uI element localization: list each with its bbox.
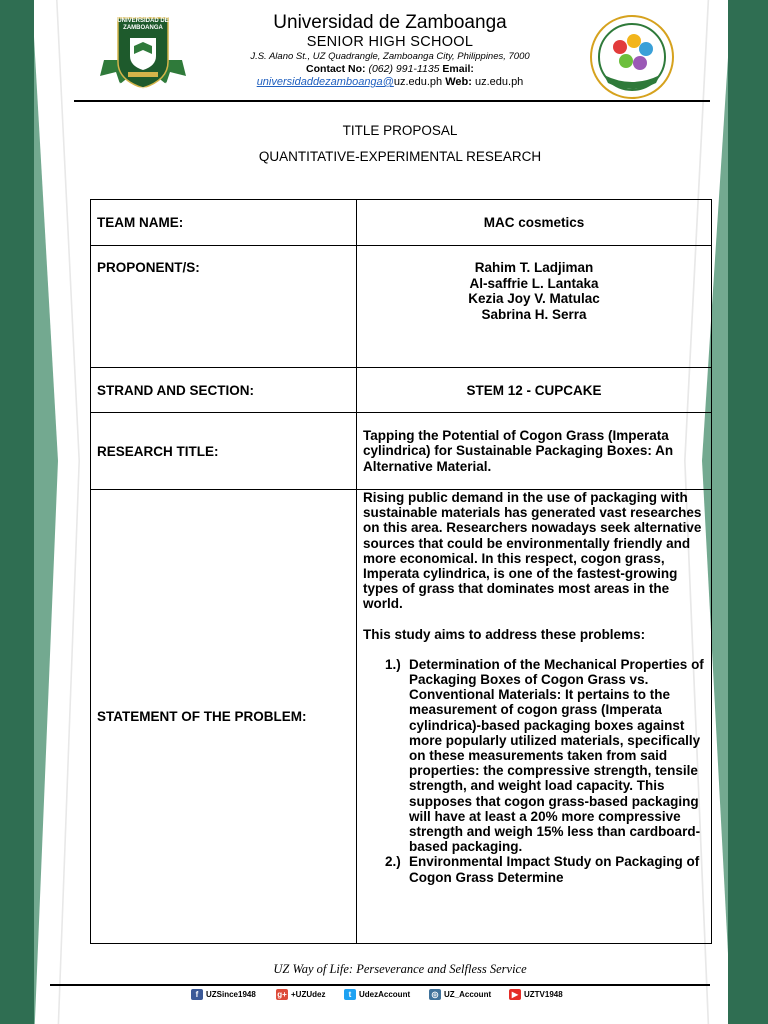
youtube-icon: ▶	[509, 989, 521, 1000]
contact-label: Contact No:	[306, 63, 366, 75]
problem-intro: Rising public demand in the use of packaging with sustainable materials has generated vast researches on this area. Researchers nowadays seek alternative sources that could be environmentally friendly and more economical. In this respect, cogon grass, Imperata cylindrica, is one of the fastest-growing types of grass that dominates most areas in the world.	[363, 490, 702, 612]
footer-motto: UZ Way of Life: Perseverance and Selfless Service	[273, 962, 527, 976]
problem-value	[357, 490, 712, 944]
team-name-value: MAC cosmetics	[357, 200, 712, 246]
twitter-icon: t	[344, 989, 356, 1000]
senior-high-logo	[590, 15, 674, 99]
logo-left-text: UNIVERSIDAD DE ZAMBOANGA	[117, 18, 169, 31]
social-label: +UZUdez	[291, 990, 326, 999]
social-instagram[interactable]	[429, 989, 491, 1000]
web-label: Web:	[445, 76, 472, 88]
instagram-icon: ◎	[429, 989, 441, 1000]
social-label: UZ_Account	[444, 990, 492, 999]
social-googleplus[interactable]	[276, 989, 325, 1000]
letterhead	[190, 12, 590, 89]
proponents-label: PROPONENT/S:	[91, 246, 357, 368]
table-row	[91, 200, 712, 246]
proponent: Al-saffrie L. Lantaka	[469, 275, 599, 291]
social-label: UdezAccount	[359, 990, 411, 999]
proponent: Sabrina H. Serra	[481, 306, 587, 322]
school-address: J.S. Alano St., UZ Quadrangle, Zamboanga City, Philippines, 7000	[250, 51, 530, 62]
doc-title: TITLE PROPOSAL	[342, 123, 458, 138]
footer-rule	[50, 984, 710, 986]
email-label: Email:	[442, 63, 474, 75]
research-title-label: RESEARCH TITLE:	[91, 413, 357, 490]
table-row	[91, 368, 712, 413]
social-twitter[interactable]	[344, 989, 410, 1000]
proponent: Rahim T. Ladjiman	[474, 260, 594, 275]
proponents-list	[357, 246, 712, 368]
table-row	[91, 246, 712, 368]
proponent: Kezia Joy V. Matulac	[468, 291, 600, 306]
list-text: Environmental Impact Study on Packaging of Cogon Grass Determine	[409, 854, 700, 885]
social-label: UZTV1948	[524, 990, 563, 999]
web-address: uz.edu.ph	[474, 76, 524, 88]
contact-line	[190, 63, 590, 76]
google-plus-icon: g+	[277, 990, 287, 999]
right-stripe-dark	[728, 0, 768, 1024]
strand-value: STEM 12 - CUPCAKE	[357, 368, 712, 413]
university-name: Universidad de Zamboanga	[273, 12, 507, 33]
email-domain: uz.edu.ph	[393, 76, 443, 88]
list-number: 1.)	[385, 656, 401, 672]
proposal-table	[90, 199, 712, 944]
list-text: Determination of the Mechanical Properties of Packaging Boxes of Cogon Grass vs. Conventional Materials: It pertains to the measurement of cogon grass (Imperata cylindrica)-based packaging boxes against more popularly utilized materials, specifically on these measurements taken from said properties: the compressive strength, tensile strength, and weight load capacity. This supposes that cogon grass-based packaging will have at least a 20% more compressive strength and weigh 15% less than cardboard-based packaging.	[409, 656, 704, 855]
table-row	[91, 413, 712, 490]
problem-label: STATEMENT OF THE PROBLEM:	[91, 490, 357, 944]
table-row	[91, 490, 712, 944]
contact-number: (062) 991-1135	[368, 63, 440, 75]
research-title-value: Tapping the Potential of Cogon Grass (Imperata cylindrica) for Sustainable Packaging Boxes: An Alternative Material.	[357, 413, 712, 490]
email-link[interactable]: universidaddezamboanga@	[256, 76, 394, 88]
strand-label: STRAND AND SECTION:	[91, 368, 357, 413]
social-facebook[interactable]	[191, 989, 256, 1000]
list-number: 2.)	[385, 854, 401, 870]
team-name-label: TEAM NAME:	[91, 200, 357, 246]
social-youtube[interactable]	[509, 989, 563, 1000]
facebook-icon: f	[191, 989, 203, 1000]
problem-list	[385, 657, 705, 885]
list-item	[385, 854, 705, 884]
left-stripe-dark	[0, 0, 34, 1024]
list-item	[385, 657, 705, 855]
social-label: UZSince1948	[206, 990, 256, 999]
email-web-line	[190, 76, 590, 89]
doc-subtitle: QUANTITATIVE-EXPERIMENTAL RESEARCH	[258, 149, 542, 164]
header-rule	[74, 100, 710, 102]
problem-aim: This study aims to address these problems:	[363, 626, 646, 642]
school-name: SENIOR HIGH SCHOOL	[306, 34, 474, 50]
